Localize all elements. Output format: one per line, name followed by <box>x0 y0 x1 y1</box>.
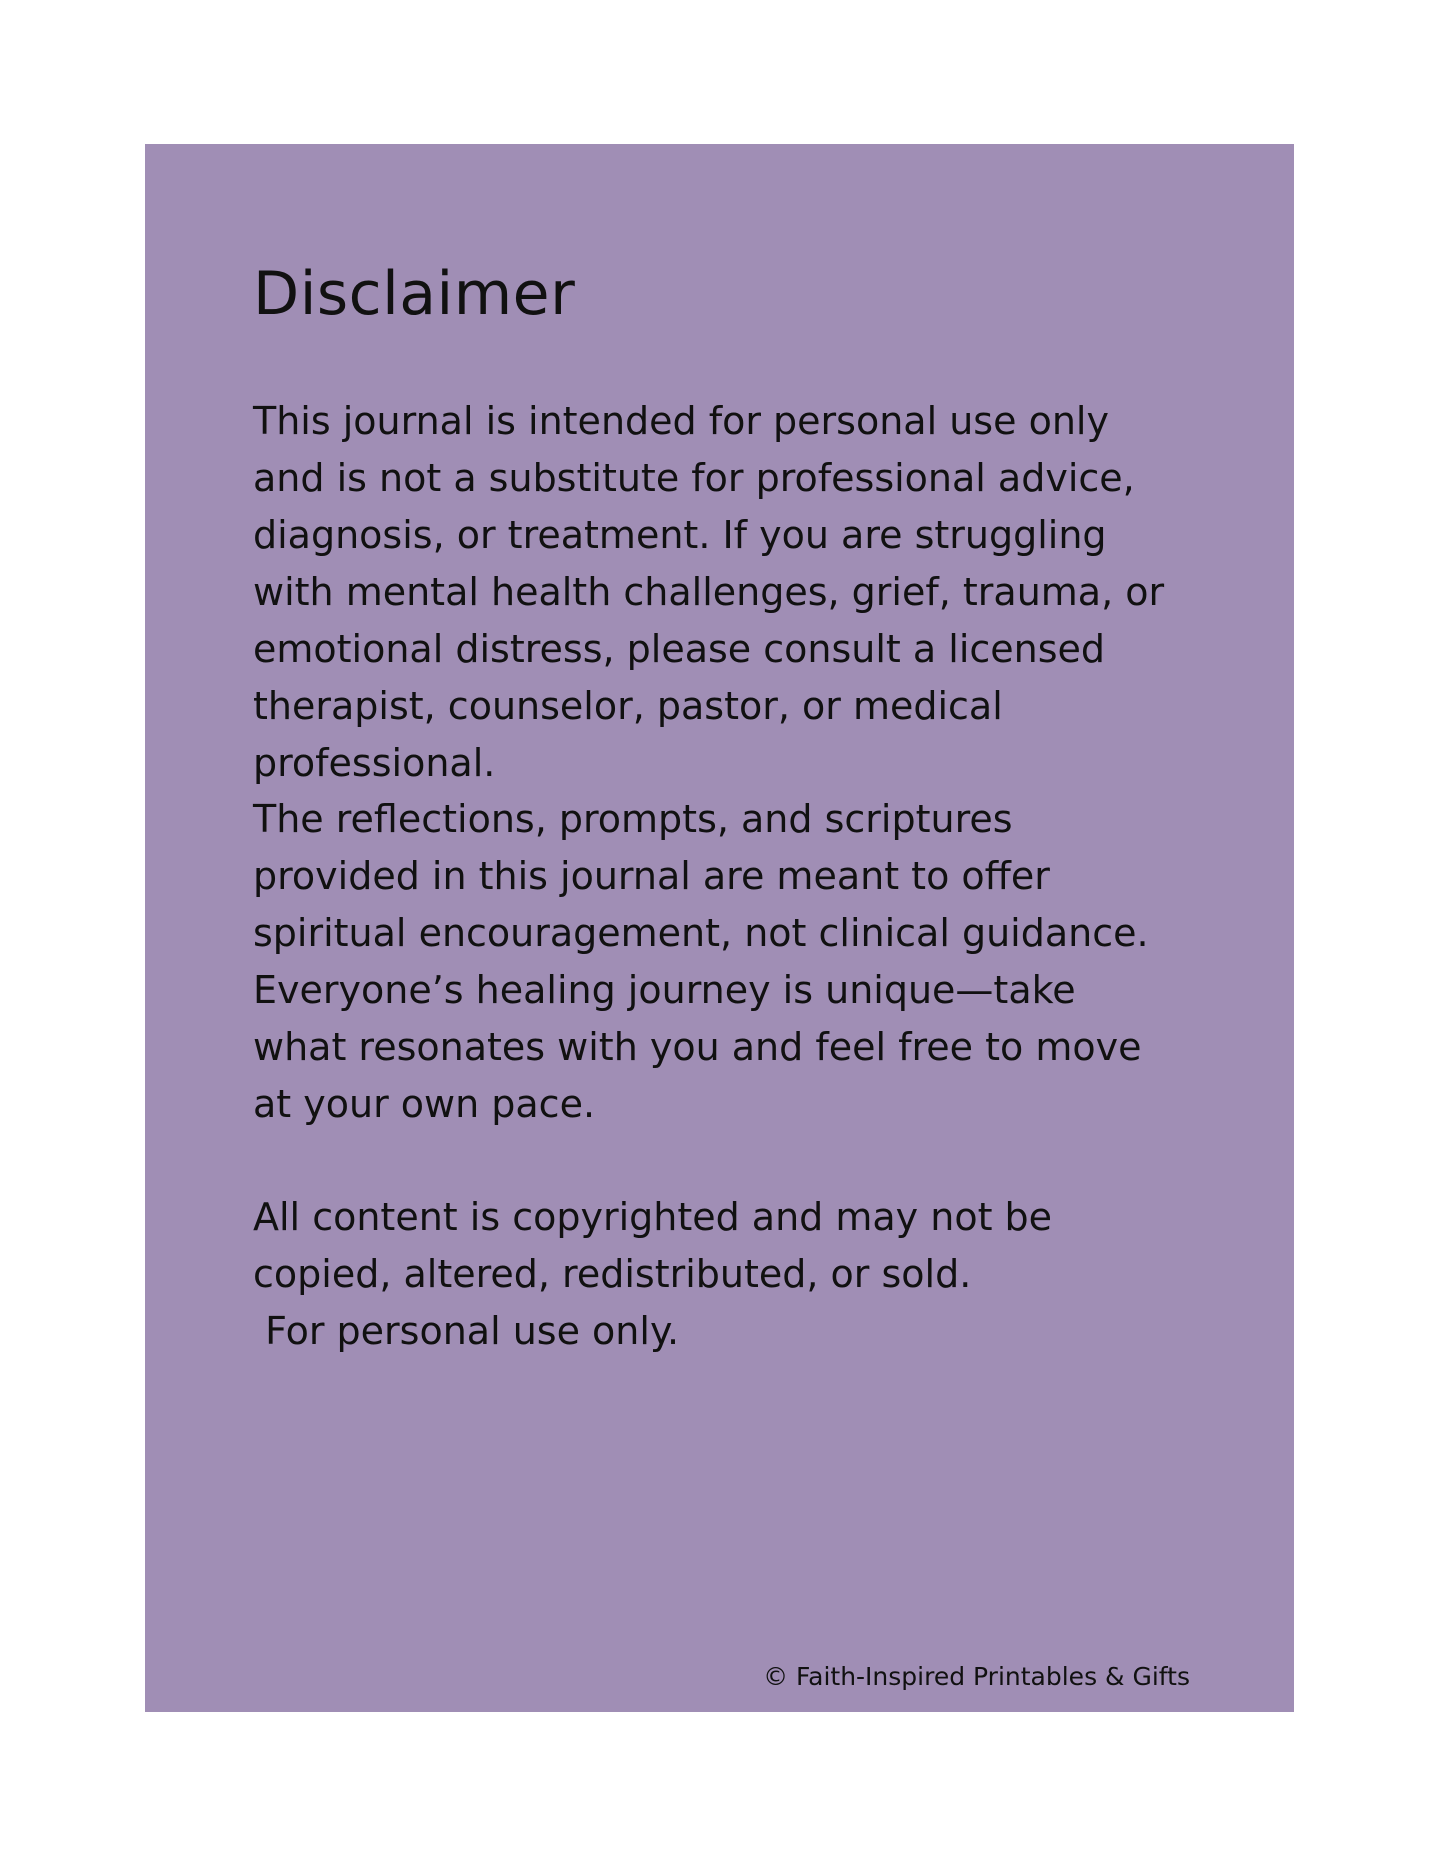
text-line: This journal is intended for personal use only <box>253 399 1109 443</box>
text-line: with mental health challenges, grief, trauma, or <box>253 570 1165 614</box>
text-line: For personal use only. <box>253 1309 680 1353</box>
text-line: what resonates with you and feel free to move <box>253 1025 1142 1069</box>
disclaimer-paragraph-3 <box>253 1189 1052 1360</box>
text-line: emotional distress, please consult a licensed <box>253 627 1106 671</box>
text-line: spiritual encouragement, not clinical guidance. <box>253 911 1149 955</box>
copyright-footer: © Faith-Inspired Printables & Gifts <box>763 1662 1190 1691</box>
disclaimer-paragraph-2 <box>253 791 1149 1133</box>
text-line: and is not a substitute for professional advice, <box>253 456 1135 500</box>
page-title: Disclaimer <box>253 259 576 329</box>
text-line: All content is copyrighted and may not be <box>253 1195 1053 1239</box>
text-line: professional. <box>253 741 496 785</box>
text-line: therapist, counselor, pastor, or medical <box>253 684 1003 728</box>
disclaimer-paragraph-1 <box>253 393 1164 792</box>
disclaimer-panel <box>145 144 1294 1712</box>
text-line: copied, altered, redistributed, or sold. <box>253 1252 972 1296</box>
text-line: The reflections, prompts, and scriptures <box>253 797 1013 841</box>
text-line: diagnosis, or treatment. If you are struggling <box>253 513 1107 557</box>
text-line: Everyone’s healing journey is unique—take <box>253 968 1076 1012</box>
text-line: provided in this journal are meant to offer <box>253 854 1050 898</box>
text-line: at your own pace. <box>253 1082 596 1126</box>
